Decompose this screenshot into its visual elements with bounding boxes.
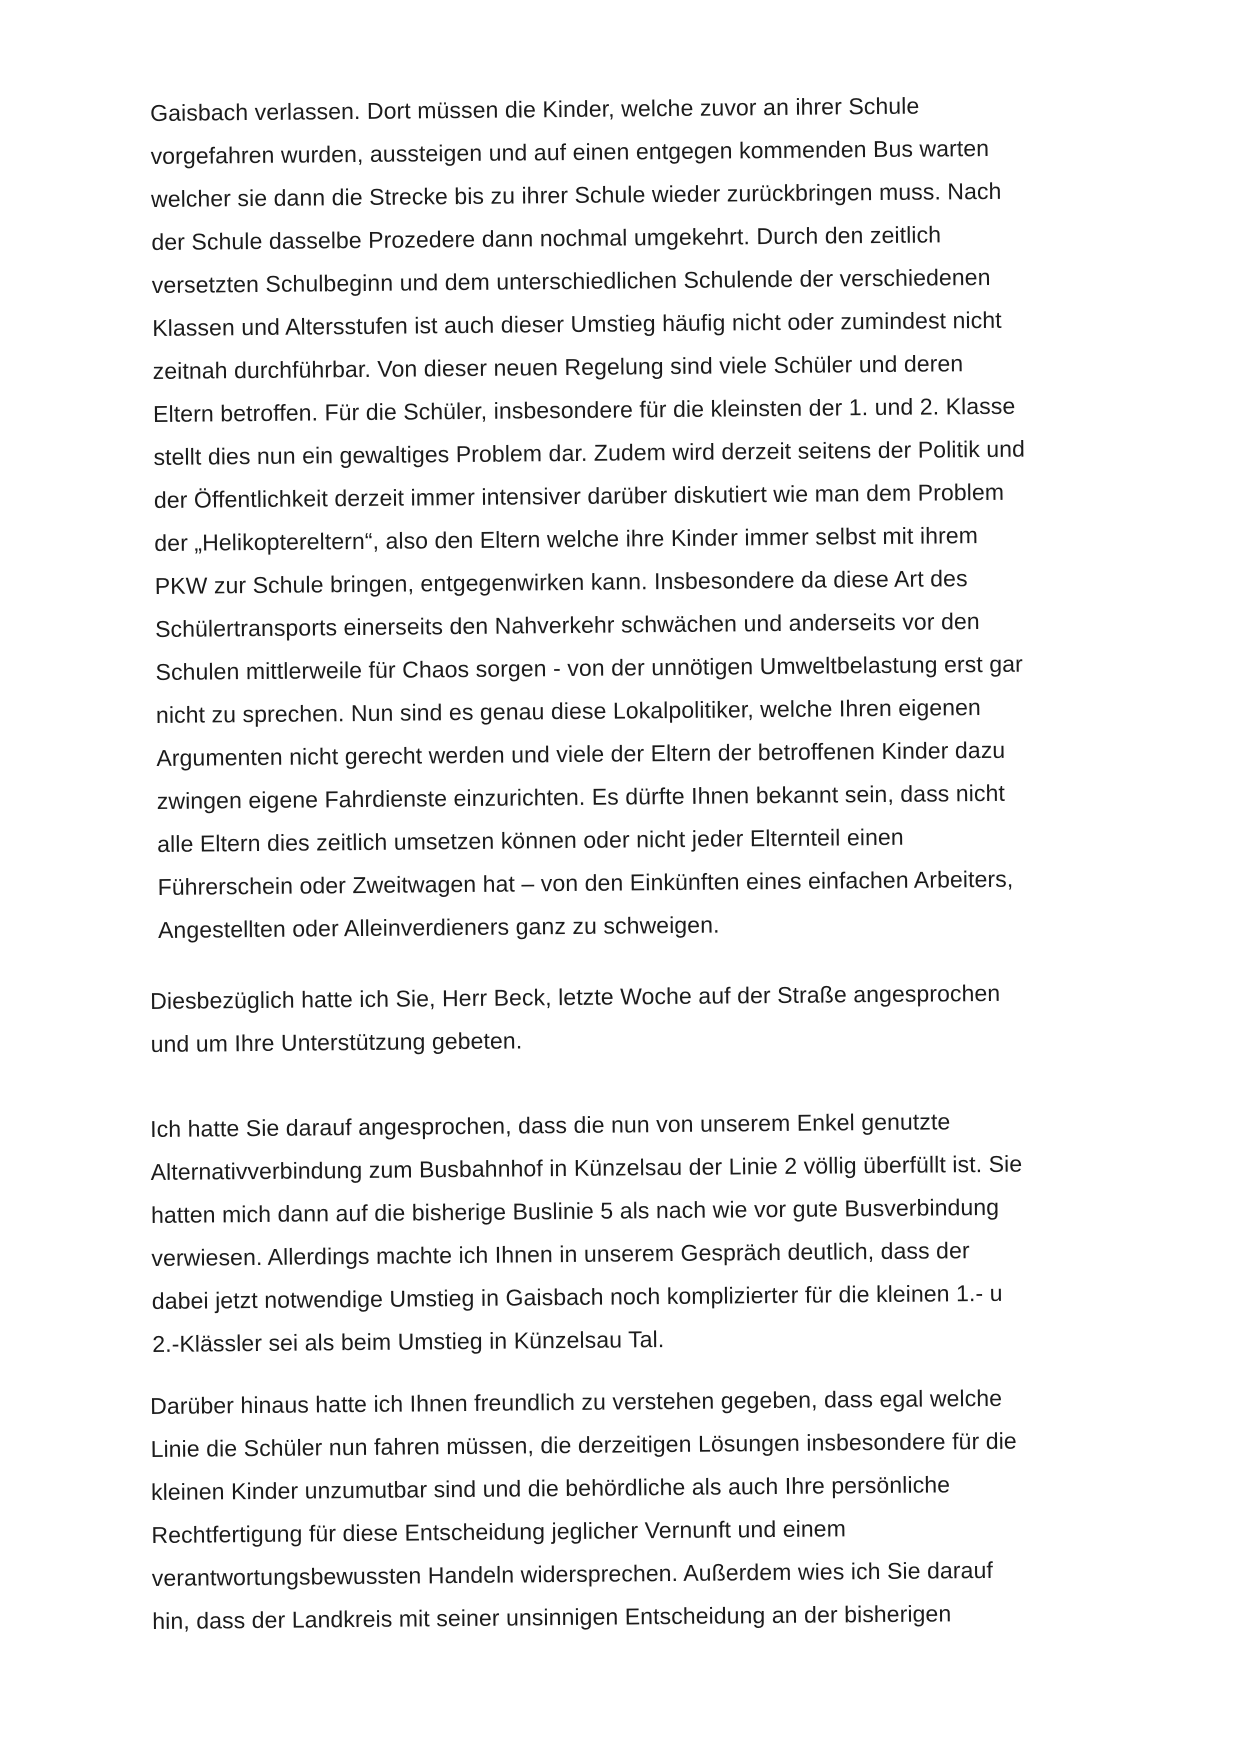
text-line: zwingen eigene Fahrdienste einzurichten. Es dürfte Ihnen bekannt sein, dass nicht xyxy=(156,779,1006,814)
text-line: verwiesen. Allerdings machte ich Ihnen in unserem Gespräch deutlich, dass der xyxy=(151,1237,970,1271)
text-line: hatten mich dann auf die bisherige Buslinie 5 als nach wie vor gute Busverbindung xyxy=(150,1193,1000,1228)
text-line: verantwortungsbewussten Handeln widersprechen. Außerdem wies ich Sie darauf xyxy=(151,1556,994,1591)
text-line: Angestellten oder Alleinverdieners ganz zu schweigen. xyxy=(157,911,720,943)
text-line: und um Ihre Unterstützung gebeten. xyxy=(150,1027,523,1057)
text-line: nicht zu sprechen. Nun sind es genau diese Lokalpolitiker, welche Ihren eigenen xyxy=(155,694,982,728)
text-line: hin, dass der Landkreis mit seiner unsinnigen Entscheidung an der bisherigen xyxy=(152,1600,952,1634)
text-line: zeitnah durchführbar. Von dieser neuen Regelung sind viele Schüler und deren xyxy=(152,350,964,384)
text-line: versetzten Schulbeginn und dem unterschiedlichen Schulende der verschiedenen xyxy=(151,263,991,298)
text-line: welcher sie dann die Strecke bis zu ihrer Schule wieder zurückbringen muss. Nach xyxy=(150,177,1002,212)
text-line: Rechtfertigung für diese Entscheidung jeglicher Vernunft und einem xyxy=(151,1515,847,1548)
text-line: Gaisbach verlassen. Dort müssen die Kinder, welche zuvor an ihrer Schule xyxy=(150,92,920,126)
text-line: Argumenten nicht gerecht werden und viele der Eltern der betroffenen Kinder dazu xyxy=(156,736,1006,771)
text-line: PKW zur Schule bringen, entgegenwirken kann. Insbesondere da diese Art des xyxy=(154,565,968,599)
text-line: Eltern betroffen. Für die Schüler, insbesondere für die kleinsten der 1. und 2. Klasse xyxy=(152,392,1016,427)
text-line: der Öffentlichkeit derzeit immer intensiver darüber diskutiert wie man dem Problem xyxy=(153,478,1005,513)
text-line: 2.-Klässler sei als beim Umstieg in Künzelsau Tal. xyxy=(152,1326,665,1357)
text-line: kleinen Kinder unzumutbar sind und die behördliche als auch Ihre persönliche xyxy=(150,1471,951,1505)
text-line: Klassen und Altersstufen ist auch dieser Umstieg häufig nicht oder zumindest nicht xyxy=(152,306,1002,341)
text-line: Alternativverbindung zum Busbahnhof in Künzelsau der Linie 2 völlig überfüllt ist. Sie xyxy=(150,1150,1023,1185)
text-line: Darüber hinaus hatte ich Ihnen freundlich zu verstehen gegeben, dass egal welche xyxy=(150,1384,1003,1419)
text-line: Linie die Schüler nun fahren müssen, die derzeitigen Lösungen insbesondere für die xyxy=(150,1427,1017,1462)
text-line: stellt dies nun ein gewaltiges Problem dar. Zudem wird derzeit seitens der Politik und xyxy=(153,435,1026,470)
text-line: alle Eltern dies zeitlich umsetzen können oder nicht jeder Elternteil einen xyxy=(157,823,904,857)
paragraph-2 xyxy=(150,971,1111,1066)
paragraph-3 xyxy=(150,1099,1112,1366)
paragraph-1 xyxy=(150,83,1118,952)
text-line: Führerschein oder Zweitwagen hat – von den Einkünften eines einfachen Arbeiters, xyxy=(157,865,1014,900)
text-line: der Schule dasselbe Prozedere dann nochmal umgekehrt. Durch den zeitlich xyxy=(151,221,942,255)
text-line: der „Helikoptereltern“, also den Eltern welche ihre Kinder immer selbst mit ihrem xyxy=(154,522,979,556)
text-line: Ich hatte Sie darauf angesprochen, dass die nun von unserem Enkel genutzte xyxy=(150,1108,951,1142)
text-line: vorgefahren wurden, aussteigen und auf einen entgegen kommenden Bus warten xyxy=(150,134,990,169)
text-line: dabei jetzt notwendige Umstieg in Gaisbach noch komplizierter für die kleinen 1.- u xyxy=(151,1279,1003,1314)
paragraph-4 xyxy=(150,1376,1112,1643)
text-line: Schulen mittlerweile für Chaos sorgen - von der unnötigen Umweltbelastung erst gar xyxy=(155,650,1023,685)
text-line: Diesbezüglich hatte ich Sie, Herr Beck, letzte Woche auf der Straße angesprochen xyxy=(150,979,1001,1014)
text-line: Schülertransports einerseits den Nahverkehr schwächen und anderseits vor den xyxy=(155,608,980,642)
